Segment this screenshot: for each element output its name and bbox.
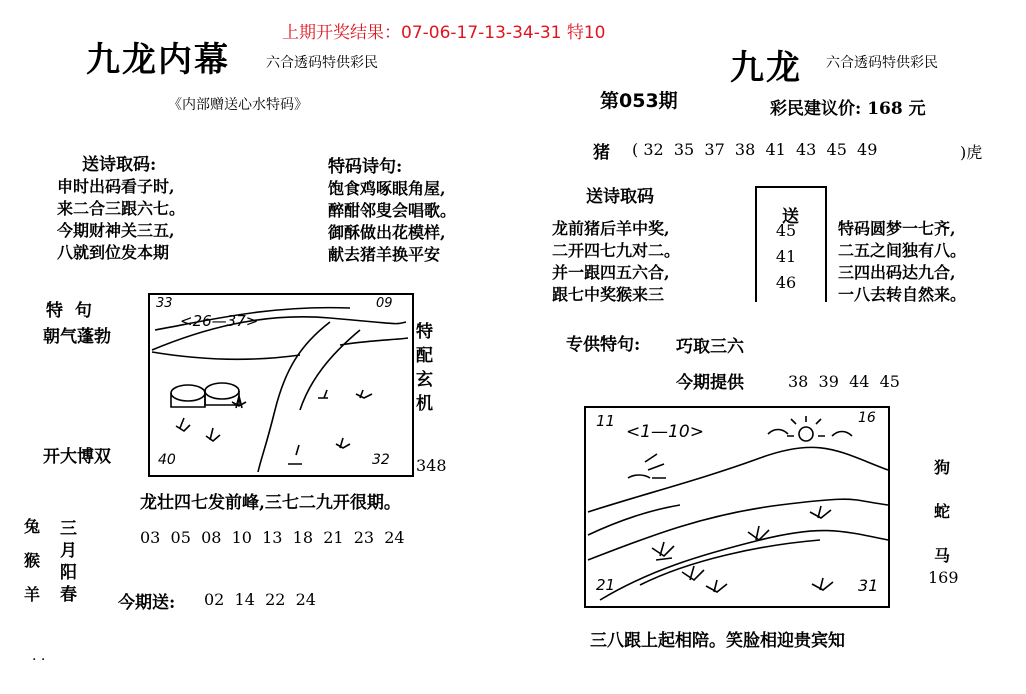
animal-item: 蛇 [933,502,950,521]
poem-line: 三四出码达九合, [838,263,956,282]
left-pic-range: <26—37> [180,312,259,330]
right-side-animals [932,446,952,578]
tiger-label: )虎 [960,143,983,162]
suggested-price: 彩民建议价: 168 元 [770,99,926,119]
tema-heading: 特码诗句: [328,157,403,177]
right-side-number: 169 [928,568,959,587]
te-pei-vertical: 特配玄机 [416,322,433,414]
poem-line: 并一跟四五六合, [552,263,670,282]
march-vertical: 三月阳春 [60,519,77,605]
pig-label: 猪 [593,143,610,163]
poem-line: 申时出码看子时, [57,177,175,196]
right-pic-br: 31 [858,576,879,595]
right-pic-tr: 16 [858,410,876,426]
left-jinqi-numbers: 02 14 22 24 [204,590,316,609]
poem-line: 来二合三跟六七。 [57,199,186,218]
left-pic-tr: 09 [376,296,393,311]
poem-line: 献去猪羊换平安 [328,245,441,264]
poem-line: 跟七中奖猴来三 [552,285,665,304]
animal-item: 羊 [23,585,40,604]
left-pic-br: 32 [372,452,390,468]
poem-line: 八就到位发本期 [57,243,170,262]
last-result-line: 上期开奖结果：07-06-17-13-34-31 特10 [282,23,606,43]
song-label: 送 [782,207,799,227]
song-number: 45 [775,221,797,240]
left-pic-caption: 龙壮四七发前峰,三七二九开很期。 [140,493,401,513]
gift-note: 《内部赠送心水特码》 [168,97,308,113]
animal-item: 猴 [23,551,40,570]
animal-item: 马 [933,546,950,565]
right-jinqi-label: 今期提供 [676,373,744,393]
left-number-list: 03 05 08 10 13 18 21 23 24 [140,528,405,547]
poem-line: 一八去转自然来。 [838,285,967,304]
left-side-number: 348 [416,456,447,475]
poem-line: 饱食鸡啄眼角屋, [328,179,446,198]
poem-line: 御酥做出花模样, [328,223,446,242]
poem-line: 二五之间独有八。 [838,241,967,260]
left-poem-heading: 送诗取码: [82,155,157,175]
zhuan-gong-label: 专供特句: [566,335,641,355]
pig-numbers: ( 32 35 37 38 41 43 45 49 [632,140,878,159]
zhuan-gong-value: 巧取三六 [676,337,744,357]
right-jinqi-numbers: 38 39 44 45 [788,372,900,391]
issue-number: 第053期 [600,90,678,112]
right-pic-range: <1—10> [626,422,704,442]
te-ju-sub: 朝气蓬勃 [43,327,111,347]
right-poem-heading: 送诗取码 [586,187,654,207]
poem-line: 醉酣邻叟会唱歌。 [328,201,457,220]
kai-da-label: 开大博双 [43,447,111,467]
left-jinqi-label: 今期送: [118,593,176,613]
poem-line: 特码圆梦一七齐, [838,219,956,238]
right-subtitle: 六合透码特供彩民 [826,55,938,71]
left-pic-bl: 40 [158,452,176,468]
te-ju-label: 特 句 [46,301,92,321]
song-number: 41 [775,247,797,266]
poem-line: 今期财神关三五, [57,221,175,240]
left-subtitle: 六合透码特供彩民 [266,55,378,71]
right-caption: 三八跟上起相陪。笑脸相迎贵宾知 [590,631,845,651]
left-title: 九龙内幕 [86,40,230,80]
corner-dots: . . [32,648,46,664]
animal-item: 狗 [933,458,950,477]
song-number: 46 [775,273,797,292]
left-pic-tl: 33 [156,296,173,311]
poem-line: 二开四七九对二。 [552,241,681,260]
right-pic-bl: 21 [596,576,616,594]
poem-line: 龙前猪后羊中奖, [552,219,670,238]
right-pic-tl: 11 [596,412,616,430]
animal-item: 兔 [23,517,40,536]
right-title: 九龙 [730,48,802,88]
